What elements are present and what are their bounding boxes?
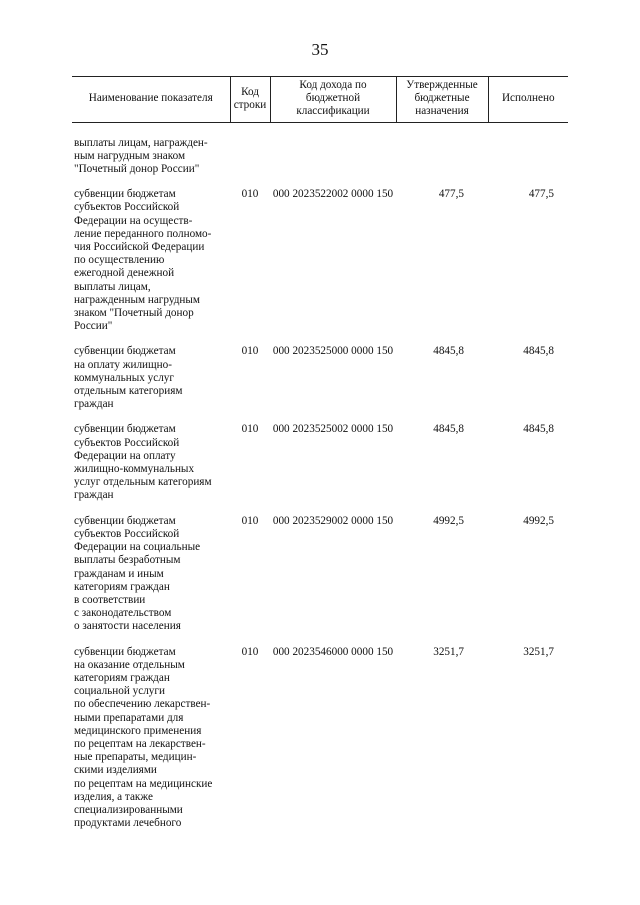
row-code: 010 xyxy=(241,188,259,201)
row-name: субвенции бюджетам на оплату жилищно- коммунальных услуг отдельным категориям граждан xyxy=(74,345,183,411)
row-income-code xyxy=(270,122,396,176)
row-approved: 4845,8 xyxy=(433,423,464,436)
row-executed: 477,5 xyxy=(528,188,554,201)
row-code xyxy=(230,122,270,176)
row-income-code: 000 2023529002 0000 150 xyxy=(272,514,394,527)
row-approved: 3251,7 xyxy=(433,645,464,658)
table-row xyxy=(72,176,568,333)
row-income-code: 000 2023522002 0000 150 xyxy=(272,188,394,201)
row-approved: 477,5 xyxy=(438,188,464,201)
row-code: 010 xyxy=(241,423,259,436)
row-executed: 4845,8 xyxy=(523,345,554,358)
row-name: субвенции бюджетам субъектов Российской Федерации на социальные выплаты безработным гражданам и иным категориям граждан в соответствии с законодательством о занятости населения xyxy=(74,514,201,633)
header-executed: Исполнено xyxy=(488,77,568,123)
row-code: 010 xyxy=(241,514,259,527)
row-executed: 3251,7 xyxy=(523,645,554,658)
table-row xyxy=(72,634,568,831)
row-name: субвенции бюджетам субъектов Российской Федерации на оплату жилищно-коммунальных услуг отдельным категориям граждан xyxy=(74,423,212,502)
budget-table xyxy=(72,76,568,830)
row-income-code: 000 2023525000 0000 150 xyxy=(272,345,394,358)
row-code: 010 xyxy=(241,345,259,358)
header-approved: Утвержденные бюджетные назначения xyxy=(396,77,488,123)
table-row xyxy=(72,503,568,634)
table-header-row xyxy=(72,77,568,123)
header-name: Наименование показателя xyxy=(72,77,230,123)
table-row xyxy=(72,333,568,411)
row-name: выплаты лицам, награжден- ным нагрудным знаком "Почетный донор России" xyxy=(74,136,208,176)
row-approved: 4992,5 xyxy=(433,514,464,527)
table-row xyxy=(72,122,568,176)
table-row xyxy=(72,411,568,502)
header-income-code: Код дохода по бюджетной классификации xyxy=(270,77,396,123)
row-name: субвенции бюджетам на оказание отдельным категориям граждан социальной услуги по обеспечению лекарствен- ными препаратами для медицинского применения по рецептам на лекарствен- ные препараты, медицин- скими изделиями по рецептам на медицинские изделия, а также специализированными продуктами лечебного xyxy=(74,645,213,830)
row-executed: 4992,5 xyxy=(523,514,554,527)
row-approved: 4845,8 xyxy=(433,345,464,358)
row-approved xyxy=(396,122,488,176)
row-executed xyxy=(488,122,568,176)
header-code: Код строки xyxy=(230,77,270,123)
row-name: субвенции бюджетам субъектов Российской Федерации на осуществ- ление переданного полномо- чия Российской Федерации по осуществлению ежегодной денежной выплаты лицам, награжденным нагрудным знаком "Почетный донор России" xyxy=(74,188,212,333)
row-income-code: 000 2023525002 0000 150 xyxy=(272,423,394,436)
page-number: 35 xyxy=(311,40,329,59)
row-executed: 4845,8 xyxy=(523,423,554,436)
row-income-code: 000 2023546000 0000 150 xyxy=(272,645,394,658)
row-code: 010 xyxy=(241,645,259,658)
